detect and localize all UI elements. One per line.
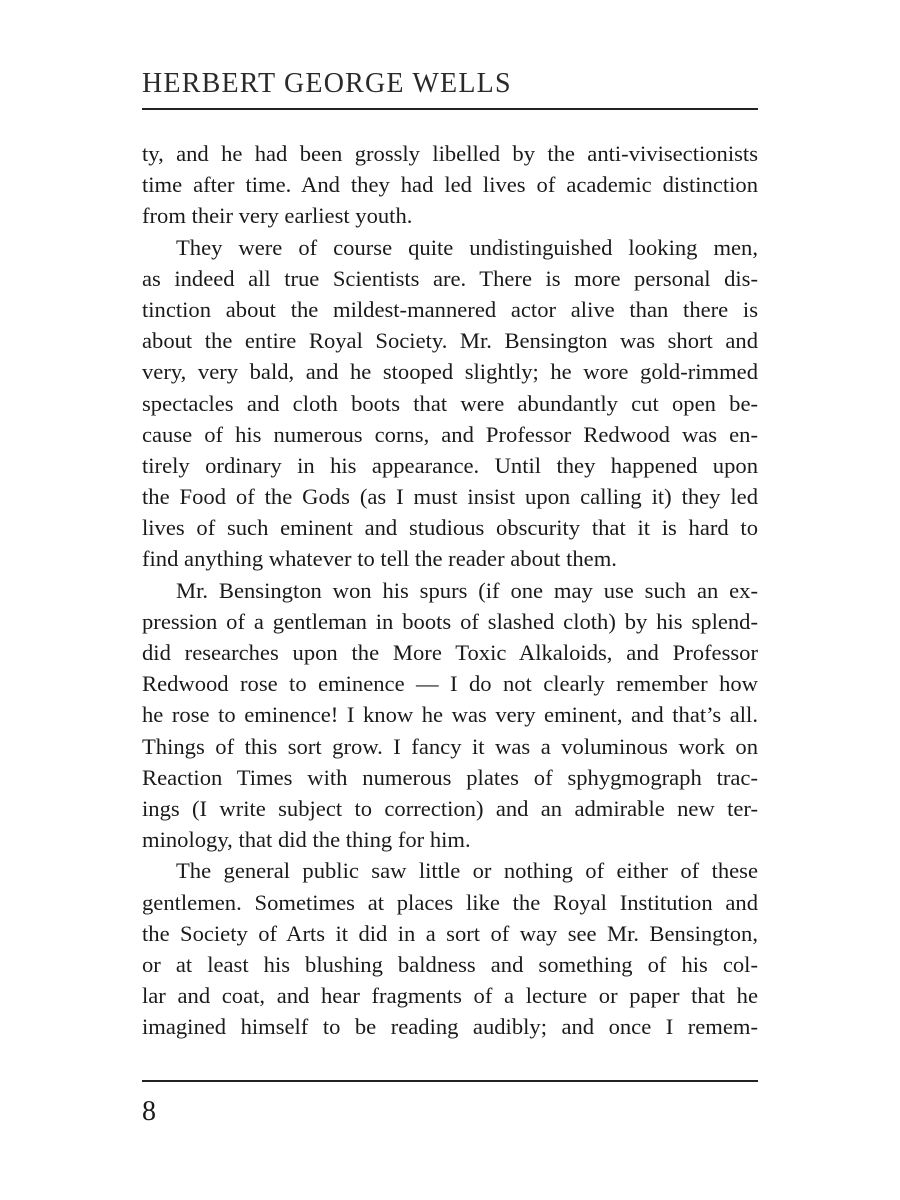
text-line: did researches upon the More Toxic Alkaloids, and Professor <box>142 640 758 665</box>
text-line: about the entire Royal Society. Mr. Bensington was short and <box>142 328 758 354</box>
text-line: he rose to eminence! I know he was very eminent, and that’s all. <box>142 702 758 728</box>
text-line: tinction about the mildest-mannered actor alive than there is <box>142 296 758 322</box>
text-line: time after time. And they had led lives of academic distinction <box>142 172 758 198</box>
text-line: find anything whatever to tell the reader about them. <box>142 546 617 572</box>
text-line: gentlemen. Sometimes at places like the Royal Institution and <box>142 889 758 915</box>
footer-rule <box>142 1080 758 1082</box>
text-line: Things of this sort grow. I fancy it was a voluminous work on <box>142 733 758 759</box>
text-line: imagined himself to be reading audibly; and once I remem- <box>142 1014 758 1040</box>
text-line: very, very bald, and he stooped slightly; he wore gold-rimmed <box>142 359 758 385</box>
text-line: minology, that did the thing for him. <box>142 827 471 853</box>
text-line: as indeed all true Scientists are. There is more personal dis- <box>142 265 758 291</box>
text-line: pression of a gentleman in boots of slashed cloth) by his splend- <box>142 608 758 634</box>
header-rule <box>142 108 758 110</box>
text-line: Redwood rose to eminence — I do not clearly remember how <box>142 671 758 697</box>
text-line: Mr. Bensington won his spurs (if one may use such an ex- <box>176 577 758 603</box>
page-number: 8 <box>142 1096 156 1127</box>
text-line: the Food of the Gods (as I must insist upon calling it) they led <box>142 484 758 510</box>
running-head: HERBERT GEORGE WELLS <box>142 68 512 99</box>
text-line: from their very earliest youth. <box>142 203 413 229</box>
text-line: The general public saw little or nothing of either of these <box>176 858 758 884</box>
text-line: Reaction Times with numerous plates of sphygmograph trac- <box>142 764 758 790</box>
text-line: lives of such eminent and studious obscurity that it is hard to <box>142 515 758 541</box>
body-text <box>142 138 758 1042</box>
text-line: They were of course quite undistinguished looking men, <box>176 234 758 260</box>
text-line: ty, and he had been grossly libelled by the anti-vivisectionists <box>142 141 758 166</box>
text-line: lar and coat, and hear fragments of a lecture or paper that he <box>142 983 758 1009</box>
text-line: cause of his numerous corns, and Professor Redwood was en- <box>142 421 758 447</box>
text-line: spectacles and cloth boots that were abundantly cut open be- <box>142 390 758 416</box>
text-line: tirely ordinary in his appearance. Until they happened upon <box>142 452 758 478</box>
text-line: ings (I write subject to correction) and an admirable new ter- <box>142 795 758 821</box>
text-line: the Society of Arts it did in a sort of way see Mr. Bensington, <box>142 920 758 946</box>
text-line: or at least his blushing baldness and something of his col- <box>142 951 758 977</box>
